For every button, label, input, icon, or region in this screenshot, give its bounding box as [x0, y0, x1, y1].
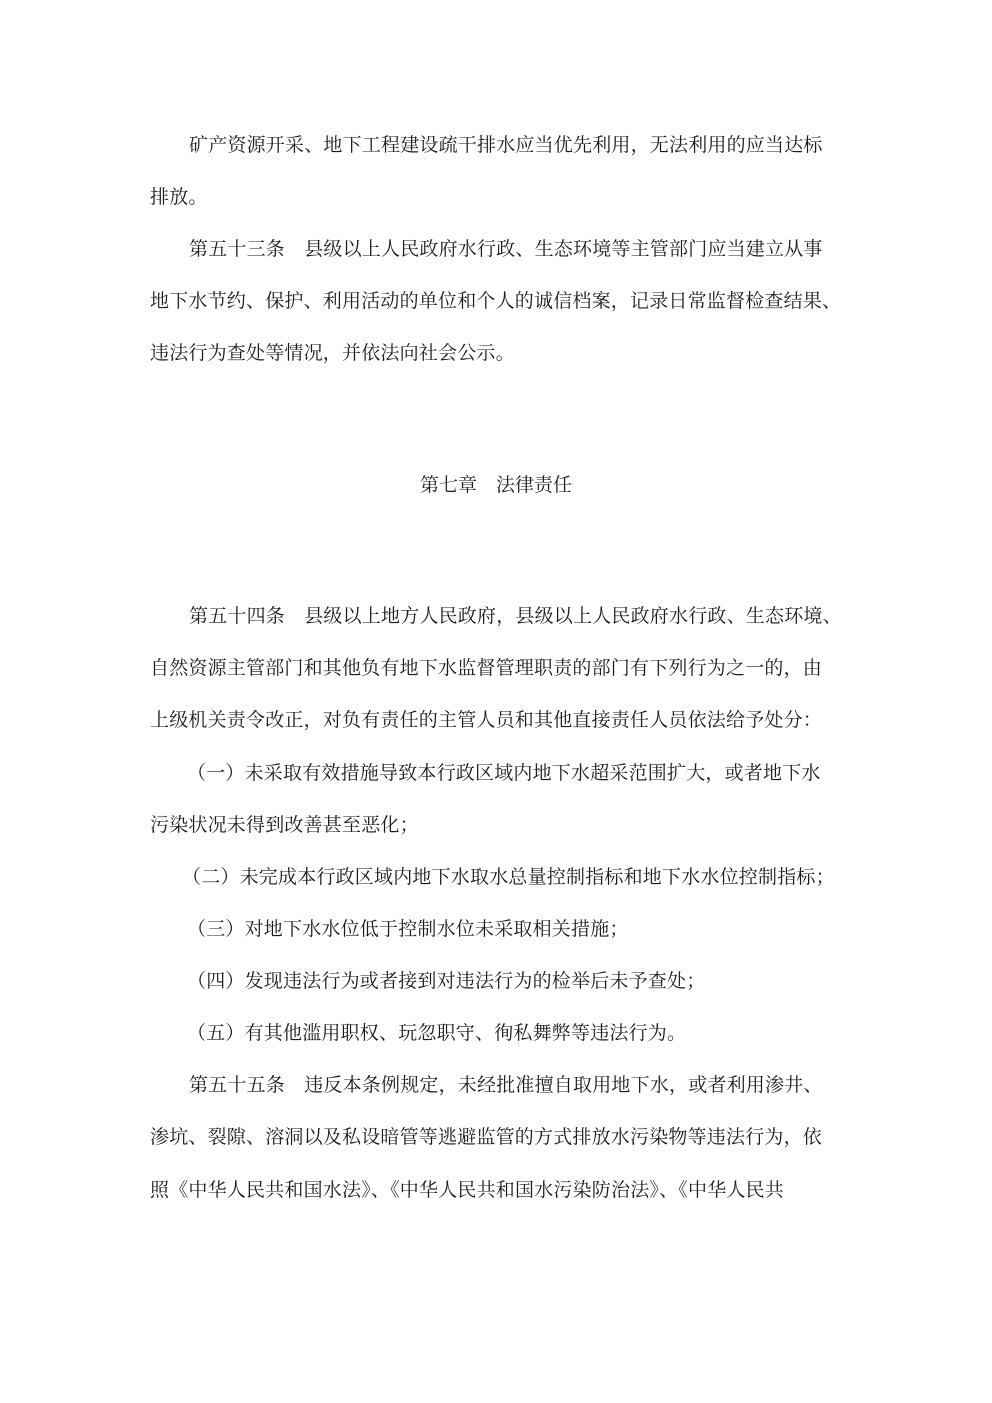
- list-item-5: （五）有其他滥用职权、玩忽职守、徇私舞弊等违法行为。: [187, 1022, 687, 1044]
- article-54-line: 自然资源主管部门和其他负有地下水监督管理职责的部门有下列行为之一的，由: [150, 657, 823, 679]
- article-53-line: 违法行为查处等情况，并依法向社会公示。: [150, 342, 515, 364]
- article-55-line: 第五十五条 违反本条例规定，未经批准擅自取用地下水，或者利用渗井、: [189, 1074, 823, 1096]
- article-55-line: 渗坑、裂隙、溶洞以及私设暗管等逃避监管的方式排放水污染物等违法行为，依: [150, 1126, 823, 1148]
- list-item-2: （二）未完成本行政区域内地下水取水总量控制指标和地下水水位控制指标；: [182, 866, 835, 888]
- list-item-1: （一）未采取有效措施导致本行政区域内地下水超采范围扩大，或者地下水: [187, 762, 821, 784]
- list-item-4: （四）发现违法行为或者接到对违法行为的检举后未予查处；: [187, 970, 706, 992]
- article-54-line: 上级机关责令改正，对负有责任的主管人员和其他直接责任人员依法给予处分：: [150, 709, 823, 731]
- paragraph-line: 矿产资源开采、地下工程建设疏干排水应当优先利用，无法利用的应当达标: [189, 134, 823, 156]
- chapter-heading: 第七章 法律责任: [419, 474, 572, 496]
- paragraph-line: 排放。: [150, 186, 208, 208]
- article-55-line: 照《中华人民共和国水法》、《中华人民共和国水污染防治法》、《中华人民共: [150, 1179, 785, 1201]
- list-item-3: （三）对地下水水位低于控制水位未采取相关措施；: [187, 918, 629, 940]
- article-54-line: 第五十四条 县级以上地方人民政府，县级以上人民政府水行政、生态环境、: [189, 605, 842, 627]
- list-item-1-continued: 污染状况未得到改善甚至恶化；: [150, 814, 419, 836]
- article-53-line: 地下水节约、保护、利用活动的单位和个人的诚信档案，记录日常监督检查结果、: [150, 290, 842, 312]
- article-53-line: 第五十三条 县级以上人民政府水行政、生态环境等主管部门应当建立从事: [189, 238, 823, 260]
